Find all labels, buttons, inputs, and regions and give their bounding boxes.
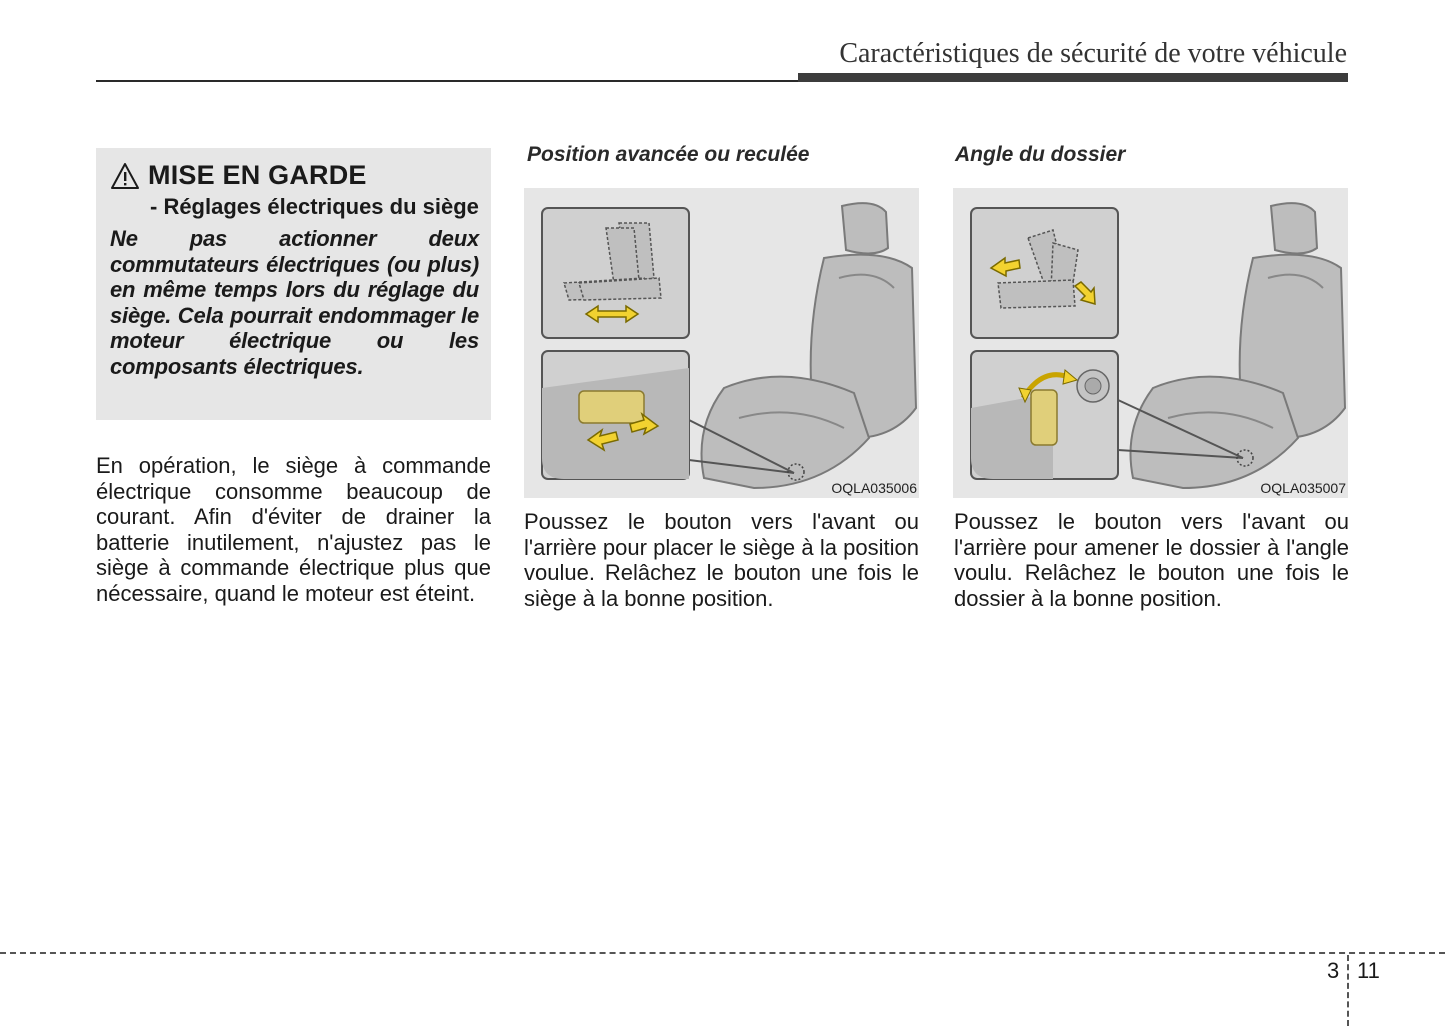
- warning-title: MISE EN GARDE: [148, 160, 367, 190]
- figure-backrest-angle: [953, 188, 1348, 498]
- header-rule: [96, 80, 798, 82]
- seat-slide-illustration: [524, 188, 919, 498]
- figure-code: OQLA035007: [1260, 480, 1346, 496]
- section-title: Caractéristiques de sécurité de votre véhicule: [839, 38, 1347, 69]
- footer-divider: [1347, 955, 1349, 1026]
- footer-rule: [0, 952, 1445, 954]
- chapter-number: 3: [1327, 958, 1340, 983]
- warning-subtitle: - Réglages électriques du siège: [150, 194, 479, 219]
- header-rule-accent: [798, 73, 1348, 82]
- figure-code: OQLA035006: [831, 480, 917, 496]
- figure-heading-seat-slide: Position avancée ou reculée: [527, 143, 810, 166]
- body-paragraph: En opération, le siège à commande électrique consomme beaucoup de courant. Afin d'éviter de drainer la batterie inutilement, n'ajustez pas le siège à commande électrique plus que nécessaire, quand le moteur est éteint.: [96, 453, 491, 606]
- warning-box: [96, 148, 491, 420]
- warning-text: Ne pas actionner deux commutateurs électriques (ou plus) en même temps lors du réglage du siège. Cela pourrait endommager le moteur électrique ou les composants électriques.: [110, 226, 479, 379]
- page-number: 11: [1357, 958, 1380, 983]
- figure-heading-backrest-angle: Angle du dossier: [955, 143, 1126, 166]
- figure-caption-backrest-angle: Poussez le bouton vers l'avant ou l'arrière pour amener le dossier à l'angle voulu. Relâchez le bouton une fois le dossier à la bonne position.: [954, 509, 1349, 611]
- backrest-angle-illustration: [953, 188, 1348, 498]
- figure-seat-slide: [524, 188, 919, 498]
- warning-title-row: [110, 160, 479, 191]
- warning-triangle-icon: [110, 162, 140, 190]
- figure-caption-seat-slide: Poussez le bouton vers l'avant ou l'arrière pour placer le siège à la position voulue. Relâchez le bouton une fois le siège à la bonne position.: [524, 509, 919, 611]
